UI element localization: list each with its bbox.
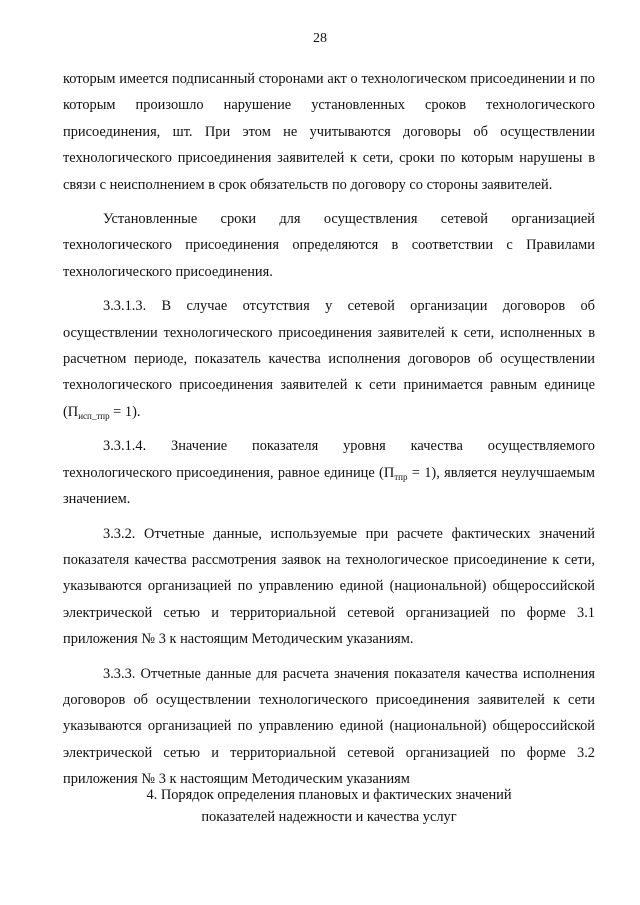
paragraph-established-terms: Установленные сроки для осуществления сетевой организацией технологического присоединения определяются в соответствии с Правилами технологического присоединения. [63,211,595,280]
paragraph-3-3-1-3-text: 3.3.1.3. В случае отсутствия у сетевой организации договоров об осуществлении технологического присоединения заявителей к сети, исполненных в расчетном периоде, показатель качества исполнения договоров об осуществлении технологического присоединения заявителей к сети принимается равным единице (П [63,298,595,420]
formula-subscript-isp-tpr: исп_тпр [78,410,110,421]
paragraph-3-3-2: 3.3.2. Отчетные данные, используемые при расчете фактических значений показателя качества рассмотрения заявок на технологическое присоединение к сети, указываются организацией по управлению единой (национальной) общероссийской электрической сетью и территориальной сетевой организацией по форме 3.1 приложения № 3 к настоящим Методическим указаниям. [63,525,595,648]
paragraph-3-3-3: 3.3.3. Отчетные данные для расчета значения показателя качества исполнения договоров об осуществлении технологического присоединения заявителей к сети указываются организацией по управлению единой (национальной) общероссийской электрической сетью и территориальной сетевой организацией по форме 3.2 приложения № 3 к настоящим Методическим указаниям [63,665,595,788]
paragraph-3-3-1-3 [63,293,595,425]
paragraph-3-3-1-3-tail: = 1). [109,403,141,420]
section-heading-line-1: 4. Порядок определения плановых и фактических значений [146,787,512,803]
section-heading [63,784,595,828]
formula-subscript-tpr: тпр [394,471,408,482]
paragraph-continuation: которым имеется подписанный сторонами акт о технологическом присоединении и по которым произошло нарушение установленных сроков технологического присоединения, шт. При этом не учитываются договоры об осуществлении технологического присоединения заявителей к сети, сроки по которым нарушены в связи с неисполнением в срок обязательств по договору со стороны заявителей. [63,71,595,193]
paragraph-3-3-1-4-text: 3.3.1.4. Значение показателя уровня качества осуществляемого технологического присоединения, равное единице (П [63,438,595,481]
paragraph-3-3-1-4-tail: = 1), является неулучшаемым значением. [63,464,595,508]
paragraph-3-3-1-4 [63,433,595,512]
page-number: 28 [313,31,327,46]
document-body [63,66,595,793]
section-heading-line-2: показателей надежности и качества услуг [201,809,457,825]
